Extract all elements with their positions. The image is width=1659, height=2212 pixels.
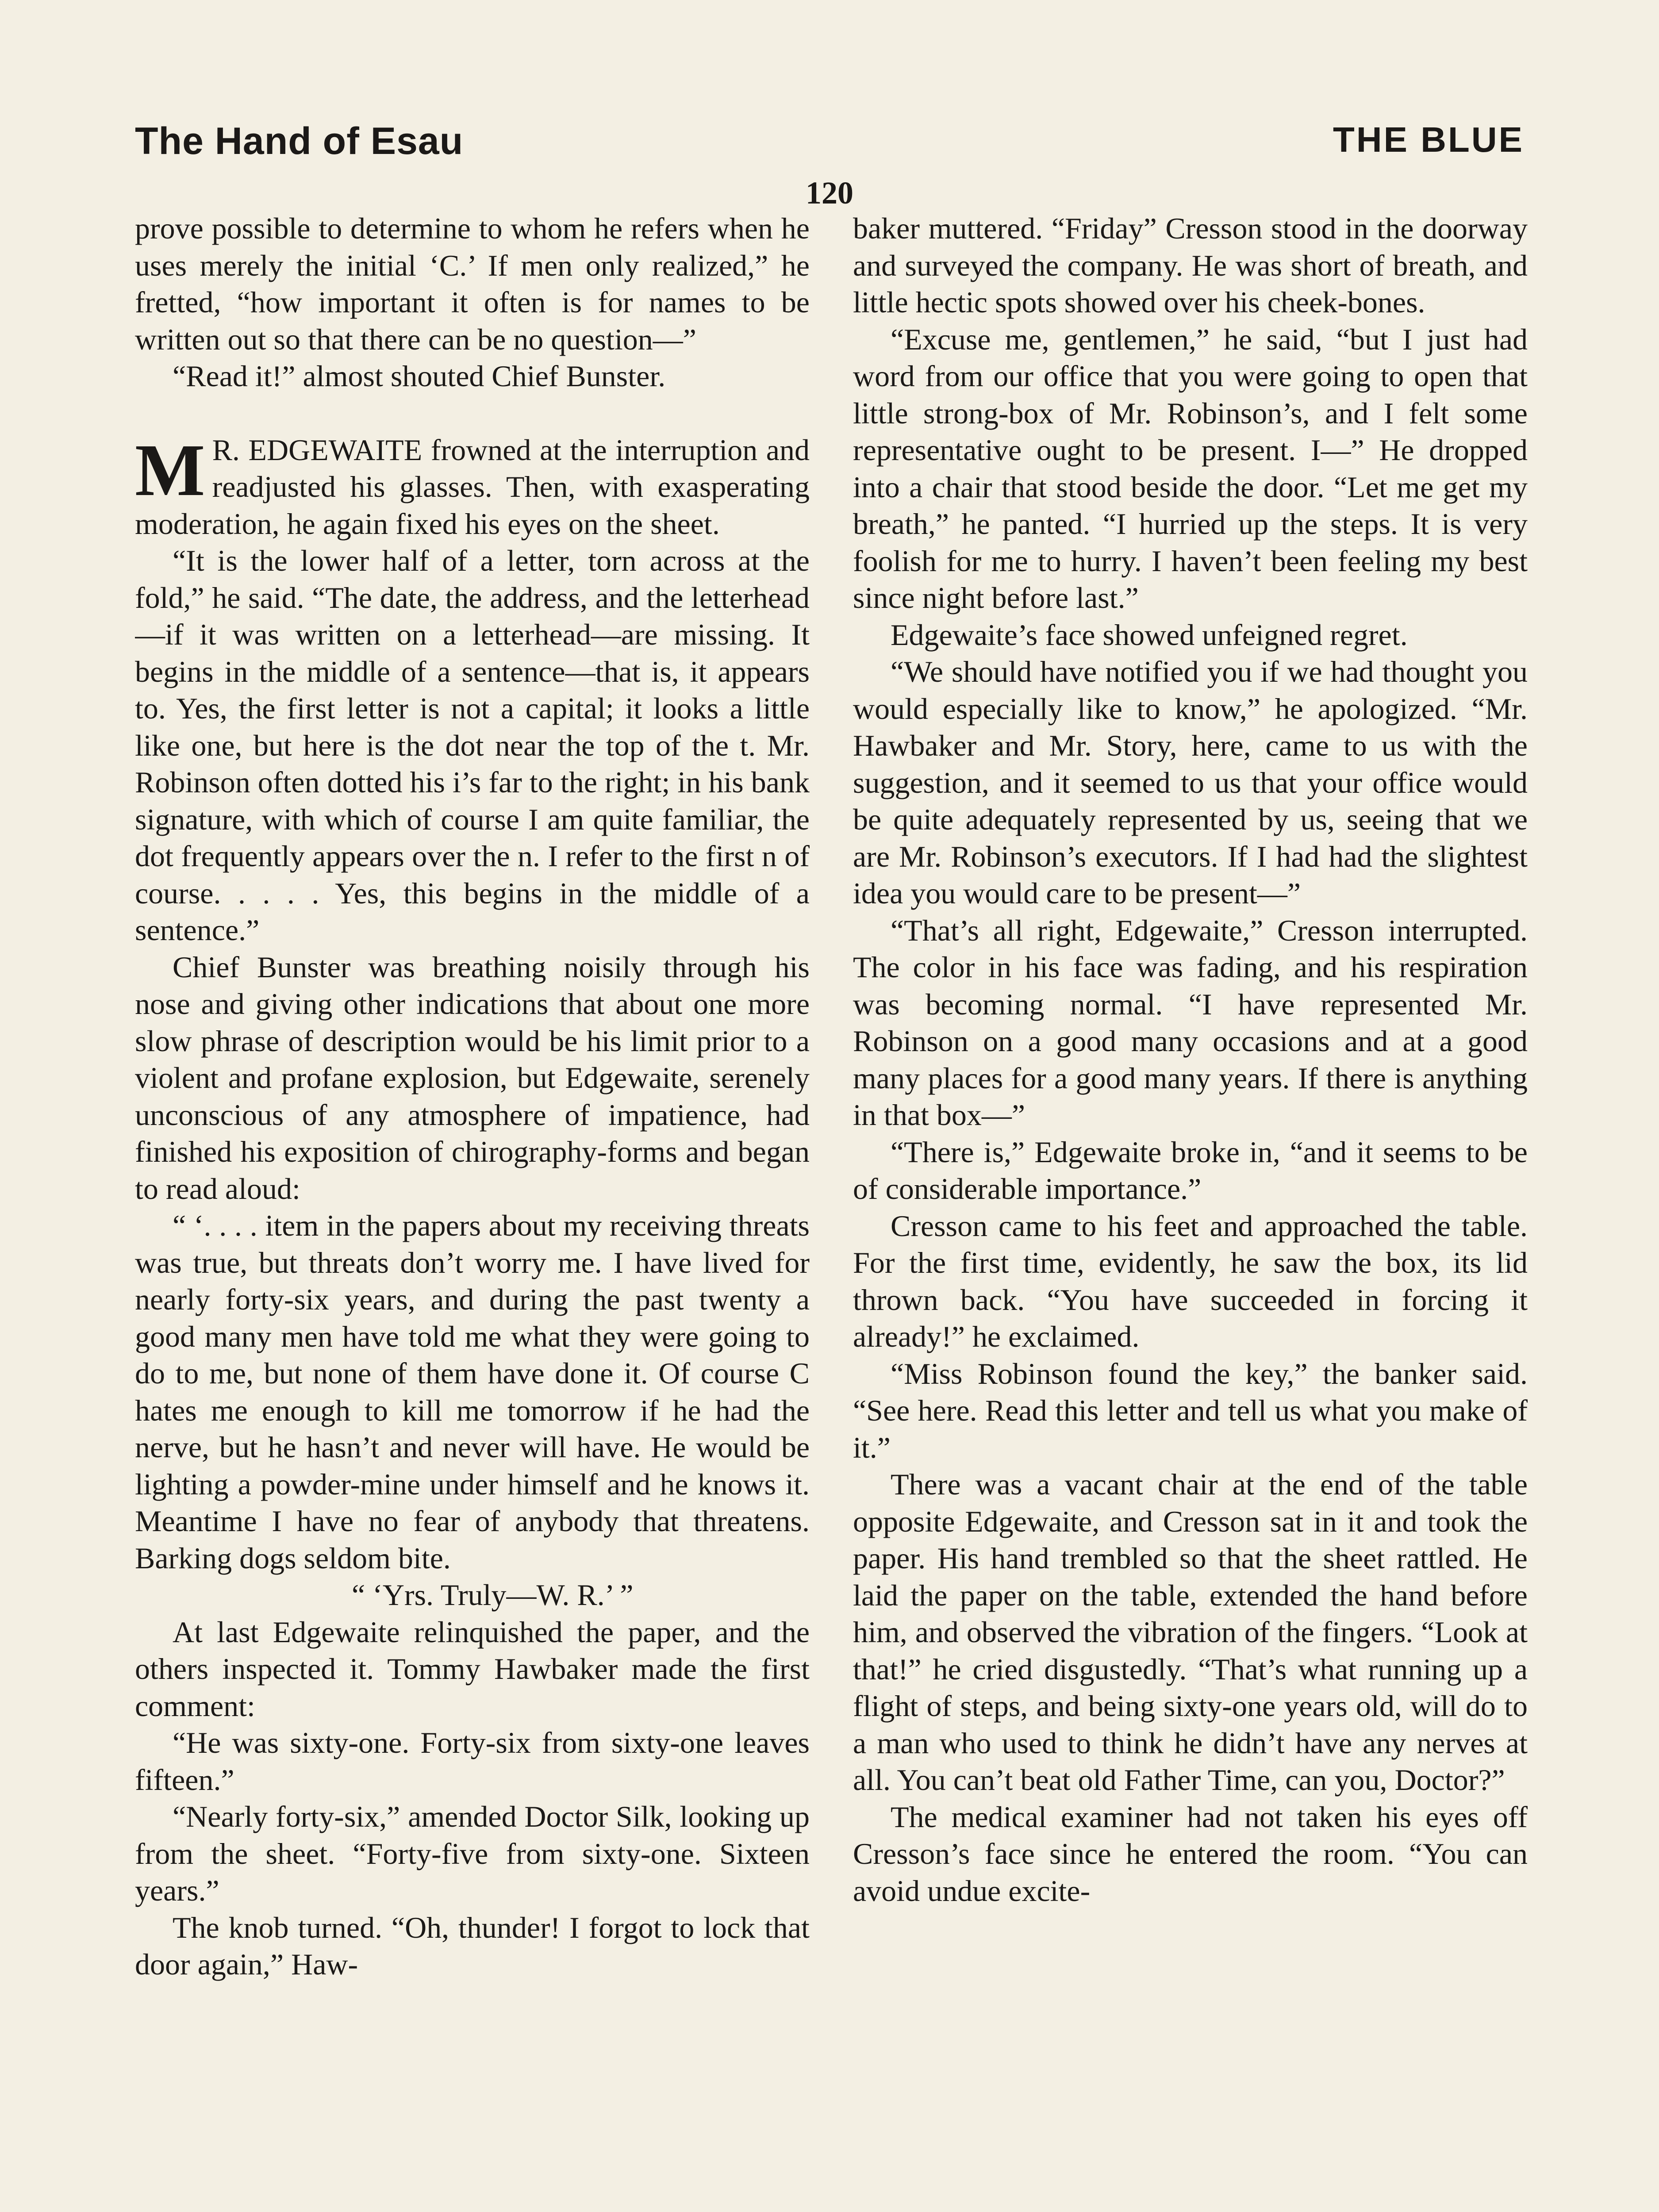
paragraph: “It is the lower half of a letter, torn across at the fold,” he said. “The date, the address, and the letterhead—if it was written on a letterhead—are missing. It begins in the middle of a sentence—that is, it appears to. Yes, the first letter is not a capital; it looks a little like one, but here is the dot near the top of the t. Mr. Robinson often dotted his i’s far to the right; in his bank signature, with which of course I am quite familiar, the dot frequently appears over the n. I refer to the first n of course. . . . . Yes, this begins in the middle of a sentence.” [135, 544, 810, 947]
paragraph: prove possible to determine to whom he refers when he uses merely the initial ‘C.’ If men only realized,” he fretted, “how important it often is for names to be written out so that there can be no question—” [135, 211, 810, 356]
paragraph: Chief Bunster was breathing noisily through his nose and giving other indications that about one more slow phrase of description would be his limit prior to a violent and profane explosion, but Edgewaite, serenely unconscious of any atmosphere of impatience, had finished his exposition of chirography-forms and began to read aloud: [135, 950, 810, 1206]
paragraph: “We should have notified you if we had thought you would especially like to know,” he apologized. “Mr. Hawbaker and Mr. Story, here, came to us with the suggestion, and it seemed to us that your office would be quite adequately represented by us, seeing that we are Mr. Robinson’s executors. If I had had the slightest idea you would care to be present—” [853, 655, 1528, 910]
paragraph: Edgewaite’s face showed unfeigned regret. [891, 618, 1408, 652]
drop-cap: M [135, 429, 205, 511]
paragraph: The knob turned. “Oh, thunder! I forgot to lock that door again,” Haw- [135, 1910, 810, 1981]
paragraph: “Read it!” almost shouted Chief Bunster. [173, 359, 666, 393]
paragraph-dropcap [135, 429, 810, 543]
running-head-magazine: THE BLUE [1333, 120, 1524, 159]
paragraph: “He was sixty-one. Forty-six from sixty-one leaves fifteen.” [135, 1726, 810, 1797]
paragraph: “Miss Robinson found the key,” the banker said. “See here. Read this letter and tell us what you make of it.” [853, 1356, 1528, 1464]
paragraph: “Excuse me, gentlemen,” he said, “but I just had word from our office that you were going to open that little strong-box of Mr. Robinson’s, and I felt some representative ought to be present. I—” He dropped into a chair that stood beside the door. “Let me get my breath,” he panted. “I hurried up the steps. It is very foolish for me to hurry. I haven’t been feeling my best since night before last.” [853, 322, 1528, 614]
right-column [853, 210, 1528, 2212]
paragraph: “There is,” Edgewaite broke in, “and it seems to be of considerable importance.” [853, 1135, 1528, 1206]
page-number: 120 [806, 175, 853, 211]
running-head-title: The Hand of Esau [135, 120, 464, 162]
paragraph: “That’s all right, Edgewaite,” Cresson interrupted. The color in his face was fading, and his respiration was becoming normal. “I have represented Mr. Robinson on a good many occasions and at a good many places for a good many years. If there is anything in that box—” [853, 913, 1528, 1132]
paragraph: At last Edgewaite relinquished the paper, and the others inspected it. Tommy Hawbaker made the first comment: [135, 1615, 810, 1723]
paragraph: baker muttered. “Friday” Cresson stood in the doorway and surveyed the company. He was short of breath, and little hectic spots showed over his cheek-bones. [853, 211, 1528, 319]
paragraph: “Nearly forty-six,” amended Doctor Silk, looking up from the sheet. “Forty-five from sixty-one. Sixteen years.” [135, 1800, 810, 1907]
paragraph: “ ‘. . . . item in the papers about my receiving threats was true, but threats don’t worry me. I have lived for nearly forty-six years, and during the past twenty a good many men have told me what they were going to do to me, but none of them have done it. Of course C hates me enough to kill me tomorrow if he had the nerve, but he hasn’t and never will have. He would be lighting a powder-mine under himself and he knows it. Meantime I have no fear of anybody that threatens. Barking dogs seldom bite. [135, 1209, 810, 1575]
paragraph: Cresson came to his feet and approached the table. For the first time, evidently, he saw the box, its lid thrown back. “You have succeeded in forcing it already!” he exclaimed. [853, 1209, 1528, 1353]
left-column [135, 210, 810, 2212]
paragraph: There was a vacant chair at the end of the table opposite Edgewaite, and Cresson sat in it and took the paper. His hand trembled so that the sheet rattled. He laid the paper on the table, extended the hand before him, and observed the vibration of the fingers. “Look at that!” he cried disgustedly. “That’s what running up a flight of steps, and being sixty-one years old, will do to a man who used to think he didn’t have any nerves at all. You can’t beat old Father Time, can you, Doctor?” [853, 1467, 1528, 1797]
paragraph-text: R. EDGEWAITE frowned at the interruption and readjusted his glasses. Then, with exasperating moderation, he again fixed his eyes on the sheet. [135, 433, 810, 541]
letter-signature: “ ‘Yrs. Truly—W. R.’ ” [352, 1578, 634, 1612]
paragraph: The medical examiner had not taken his eyes off Cresson’s face since he entered the room. “You can avoid undue excite- [853, 1800, 1528, 1908]
